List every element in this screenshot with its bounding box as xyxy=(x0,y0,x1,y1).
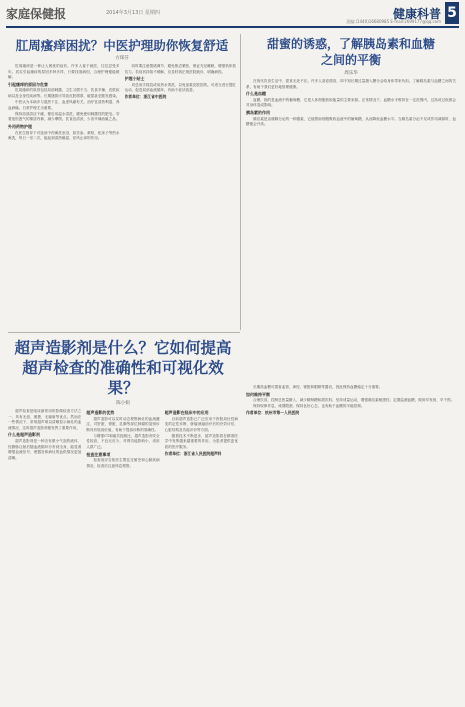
article-title: 肛周瘙痒困扰？中医护理助你恢复舒适 xyxy=(15,38,229,53)
author-affiliation: 作者单位：浙江省人民医院超声科 xyxy=(164,451,222,457)
paragraph: 随着技术不断进步，超声造影将在精准医学中发挥越来越重要的作用，为患者提供更优质的医疗服务。 xyxy=(164,433,238,450)
article-column xyxy=(246,79,456,383)
article-body xyxy=(8,64,236,326)
paragraph: 检查前应告知医生既往过敏史和心肺疾病情况，检查后注意休息观察。 xyxy=(86,458,160,468)
article-column xyxy=(8,64,120,326)
editor-info: 责编:(1440)16680985 E-mail:2699177@qq.com xyxy=(346,19,441,24)
article-ultrasound-contrast xyxy=(8,338,238,690)
issue-date: 2014年3月13日 星期四 xyxy=(106,10,160,16)
article-author: 方琛芬 xyxy=(115,56,129,61)
subheading: 引起瘙痒的原因与危害 xyxy=(8,81,48,87)
subheading: 胰岛素的作用 xyxy=(246,109,270,115)
subheading: 检查注意事项 xyxy=(86,451,111,457)
paragraph: 肛周瘙痒是一种让人困扰的症状，许多人羞于就医，往往忍受多年。其实引起瘙痒的原因多种多样，只要找准病因，合理护理便能缓解。 xyxy=(8,64,120,80)
article-insulin-blood-sugar xyxy=(246,36,456,691)
paragraph: 在医生指导下可选用中药熏洗坐浴，如苦参、黄柏、蛇床子等煎水熏洗，每日一至二次，能起到清热燥湿、祛风止痒的作用。 xyxy=(8,130,120,141)
article-author: 周乐华 xyxy=(344,71,358,76)
author-affiliation: 作者单位：杭州市第一人民医院 xyxy=(246,410,300,416)
author-affiliation: 作者单位：浙江省中医院 xyxy=(124,94,167,100)
paragraph: 在现代饮食生活中，甜食无处不在。许多人喜爱甜食，却不知长期过量摄入糖分会给身体带来负担。了解胰岛素与血糖之间的关系，有助于我们更好地管理健康。 xyxy=(246,79,456,89)
paragraph: 超声造影可以实时动态观察病灶的血流灌注，对肝脏、肾脏、乳腺等部位肿瘤的鉴别诊断具有较高价值，有助于提高诊断的准确性。 xyxy=(86,416,160,432)
paragraph: 肛周瘙痒的原因包括局部刺激、卫生习惯不当、饮食辛辣、皮肤疾病以及全身性疾病等。长期搔抓可导致皮肤增厚、破损甚至继发感染。 xyxy=(8,88,120,98)
paragraph: 与增强CT和磁共振相比，超声造影剂安全性较高，不良反应少，对肾功能影响小，适用人群广泛。 xyxy=(86,433,160,450)
paragraph: 胰岛素是由胰腺分泌的一种激素，它能帮助细胞吸收血液中的葡萄糖，从而降低血糖水平。当胰岛素分泌不足或作用减弱时，血糖便会升高。 xyxy=(246,116,456,127)
paragraph: 保持规律作息，戒烟限酒，保持良好心态，也有助于血糖的平稳控制。 xyxy=(253,404,365,409)
paragraph: 保持局部清洁干燥，便后用温水清洗，避免使用刺激性的肥皂。穿着宽松透气的棉质内裤，减少摩擦。饮食宜清淡，少食辛辣油腻之品。 xyxy=(8,111,120,122)
article-title: 超声造影剂是什么？它如何提高超声检查的准确性和可视化效果？ xyxy=(14,338,232,397)
article-column xyxy=(246,385,456,689)
paragraph: 长期高血糖可损害血管、神经、肾脏和眼睛等器官，因此保持血糖稳定十分重要。 xyxy=(253,385,383,389)
page-number: 5 xyxy=(445,2,459,24)
paragraph: 超声检查是临床最常用的影像检查方法之一，具有无创、便捷、无辐射等优点。然而在一些情况下，常规超声难以清晰显示病灶的血流情况，这时超声造影剂便发挥了重要作用。 xyxy=(8,409,82,430)
section-name: 家庭保健报 xyxy=(6,7,67,21)
paragraph: 同时要注意情绪调节，避免焦虑紧张，保证充足睡眠，增强机体抵抗力。若症状持续不缓解，应及时到正规医院就诊，明确病因。 xyxy=(124,64,236,74)
subheading: 什么是血糖 xyxy=(246,91,266,97)
subheading: 外用药物护理 xyxy=(8,123,32,129)
paragraph: 中医认为本病多与湿热下注、血虚风燥有关，治疗宜清热利湿、养血润燥。日常护理尤为重要。 xyxy=(8,100,120,110)
subheading: 超声造影的优势 xyxy=(86,410,115,415)
article-anal-itching xyxy=(8,36,236,329)
subheading: 如何维持平衡 xyxy=(246,391,270,397)
paragraph: 目前超声造影已广泛应用于肝脏局灶性病变的定性诊断、肿瘤消融治疗后的疗效评估、心脏结构及功能评价等方面。 xyxy=(164,416,238,432)
article-column xyxy=(86,409,159,707)
article-title: 甜蜜的诱惑，了解胰岛素和血糖之间的平衡 xyxy=(266,37,435,67)
paragraph: 超声造影剂是一种含有微小气泡的液体，经静脉注射后随血液循环分布到全身，能显著增强血流信号，使器官和病灶的血供情况更加清晰。 xyxy=(8,438,82,460)
article-column xyxy=(165,409,238,707)
paragraph: 合理饮食，控制总热量摄入，减少精制糖和甜饮料；坚持适量运动，增强胰岛素敏感性；定期监测血糖，做到早发现、早干预。 xyxy=(253,398,455,403)
masthead xyxy=(6,4,459,28)
subheading: 护理小贴士 xyxy=(124,76,145,82)
subheading: 什么是超声造影剂 xyxy=(8,432,40,438)
paragraph: 切忌用手抓挠或用热水烫洗，以免加重皮肤损伤。可适当进行提肛运动，促进局部血液循环，有助于症状改善。 xyxy=(124,82,236,93)
article-column xyxy=(125,64,237,326)
article-author: 陈小娟 xyxy=(116,401,130,406)
article-body xyxy=(246,79,456,689)
article-column xyxy=(8,409,81,707)
section-divider xyxy=(8,332,240,333)
subheading: 超声造影在临床中的应用 xyxy=(164,410,209,415)
paragraph: 血糖，指的是血液中的葡萄糖，它是人体细胞获取能量的主要来源。正常情况下，血糖水平维持在一定范围内，过高或过低都会对身体造成影响。 xyxy=(246,97,456,108)
article-body xyxy=(8,409,238,707)
column-divider xyxy=(240,34,241,330)
page-title: 健康科普 xyxy=(392,7,441,21)
